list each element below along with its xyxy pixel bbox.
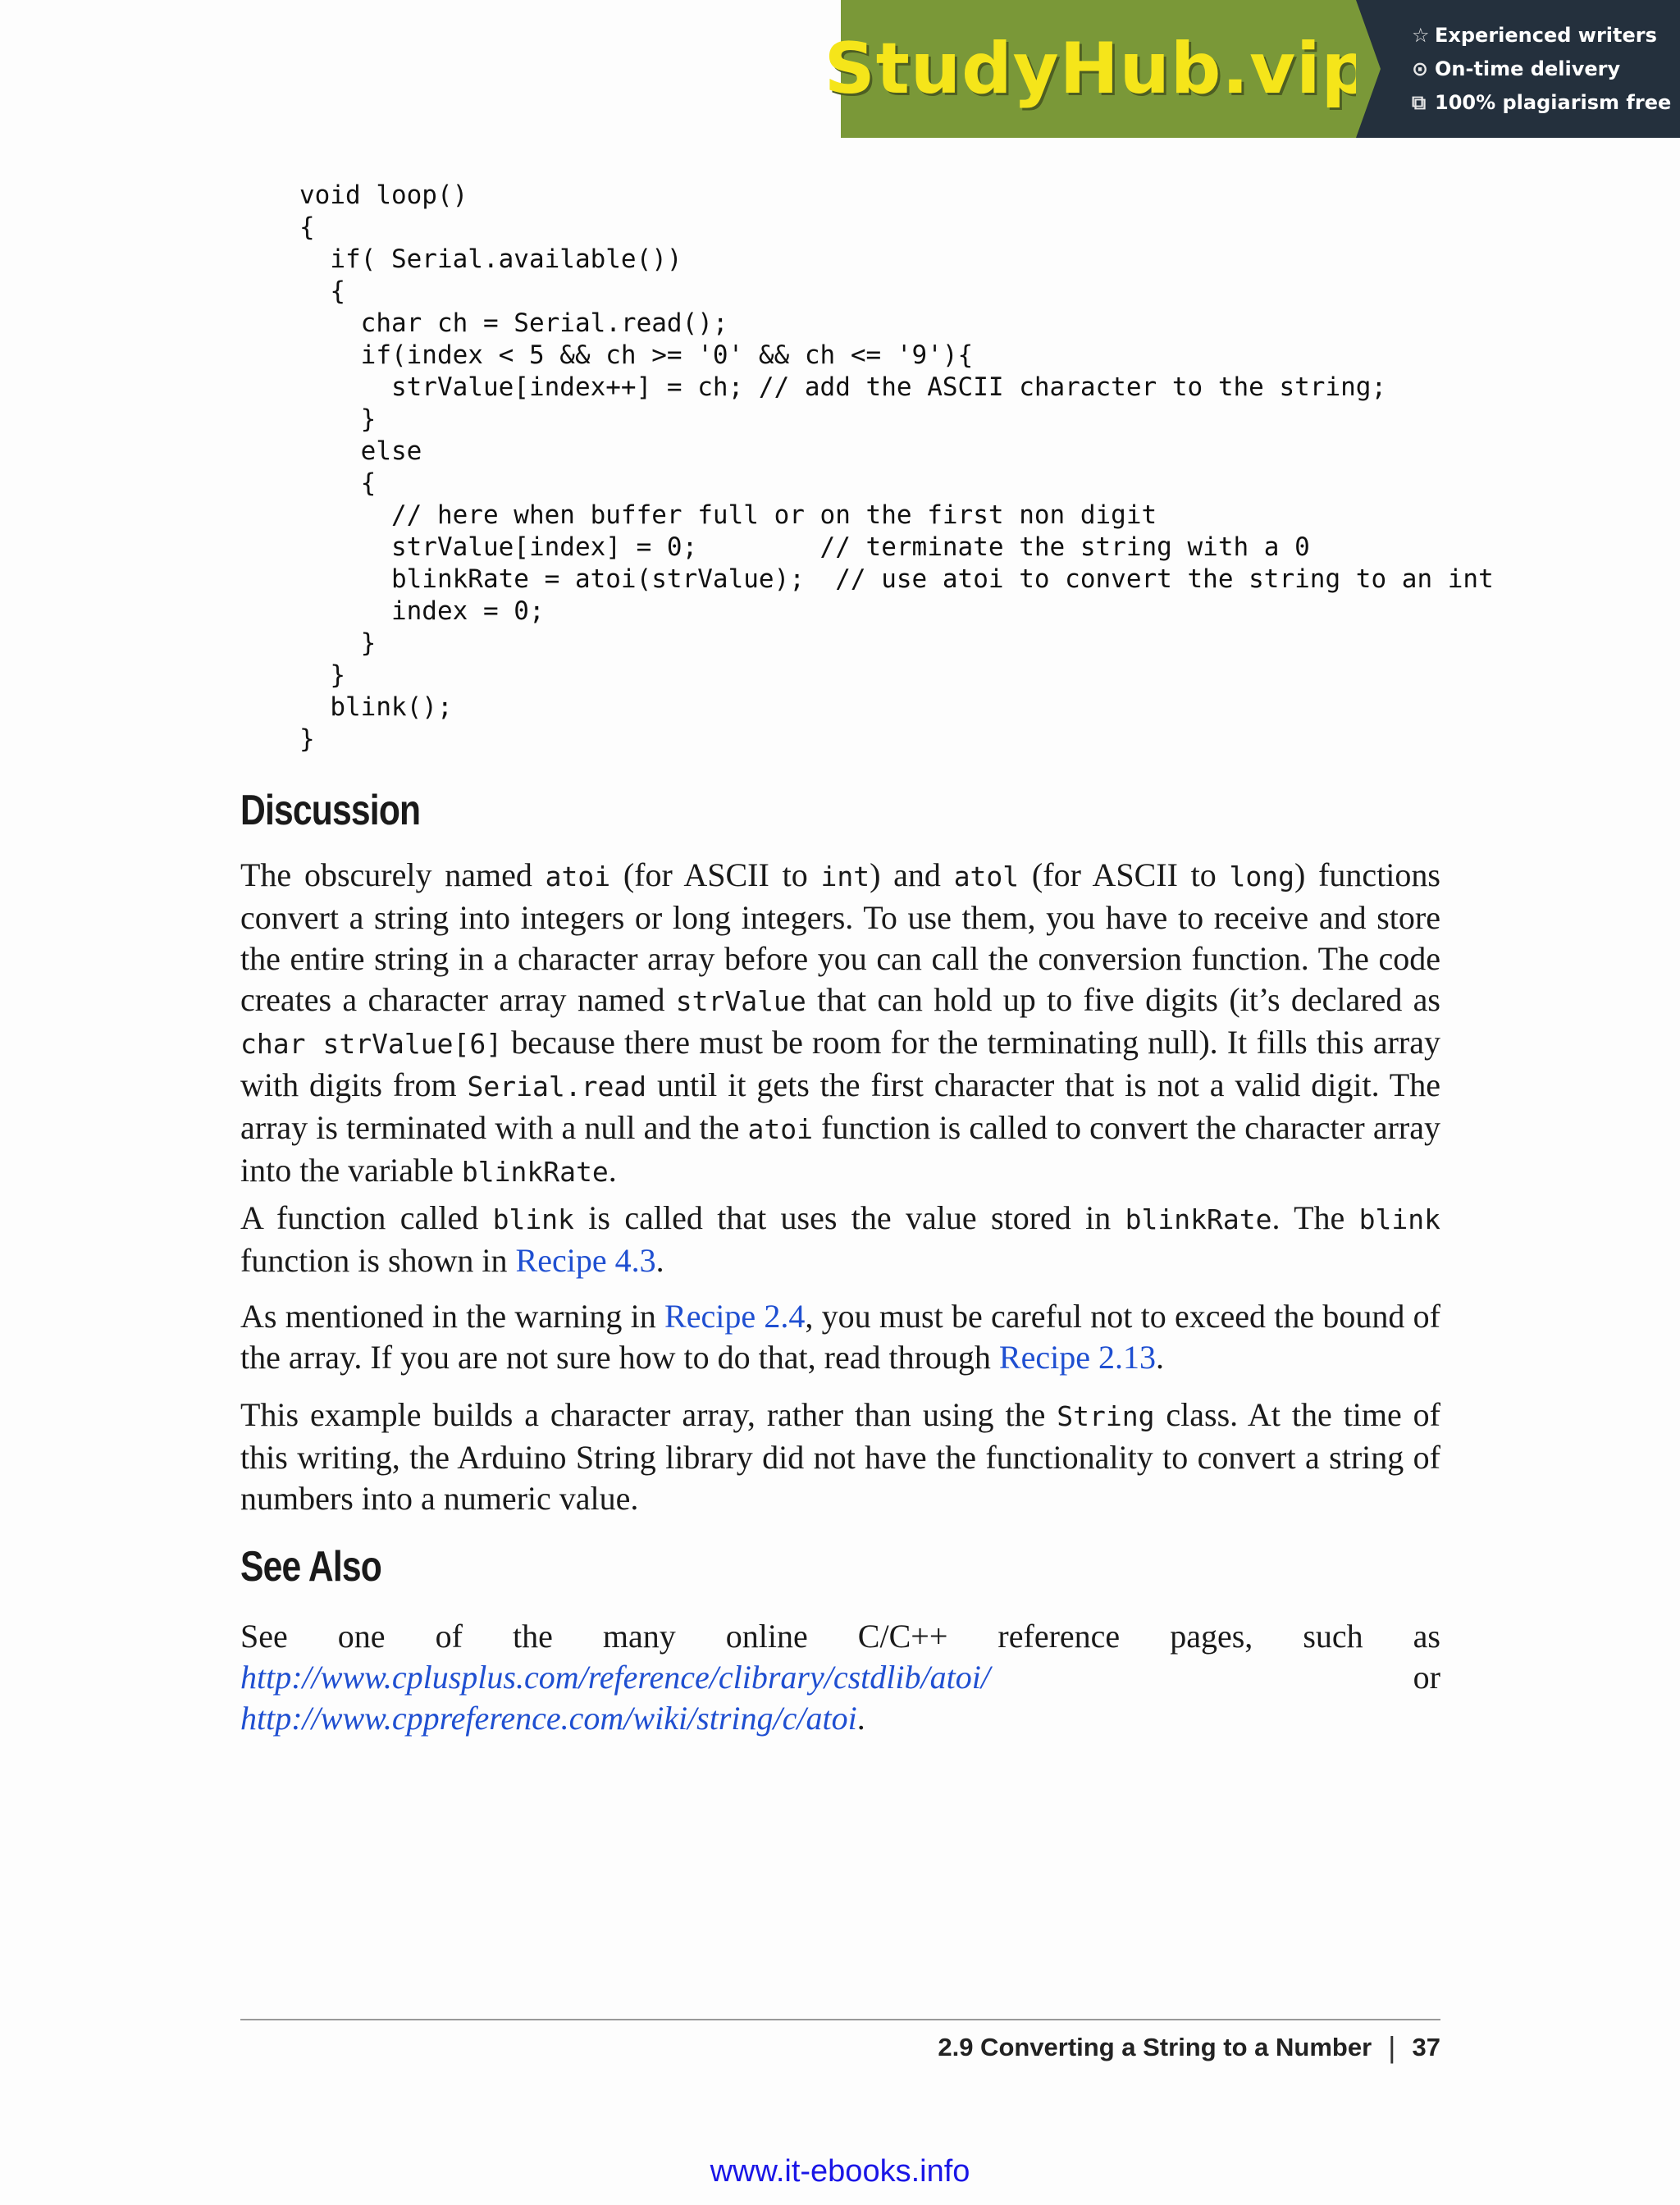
discussion-paragraph-1 (240, 855, 1440, 1193)
text: is called that uses the value stored in (573, 1199, 1125, 1236)
cplusplus-link[interactable]: http://www.cplusplus.com/reference/clibrary/cstdlib/atoi/ (240, 1659, 990, 1696)
text: that can hold up to five digits (it’s declared as (806, 981, 1441, 1018)
text: . (655, 1242, 664, 1279)
promo-banner[interactable] (824, 0, 1680, 138)
text: , you must be careful not to exceed the bound of the array. If you are not sure how to do that, read through (240, 1298, 1440, 1376)
discussion-paragraph-2 (240, 1198, 1440, 1281)
text: This example builds a character array, rather than using the (240, 1396, 1057, 1433)
text: As mentioned in the warning in (240, 1298, 665, 1335)
text: (for ASCII to (1019, 856, 1230, 893)
text: ) and (870, 856, 954, 893)
page-footer (938, 2030, 1440, 2065)
see-also-heading: See Also (240, 1543, 381, 1591)
inline-code: atoi (747, 1113, 813, 1145)
feature-on-time-delivery (1412, 52, 1680, 85)
inline-code: blinkRate (1125, 1203, 1272, 1235)
recipe-2-13-link[interactable]: Recipe 2.13 (998, 1339, 1156, 1376)
text: (for ASCII to (610, 856, 821, 893)
cppreference-link[interactable]: http://www.cppreference.com/wiki/string/c/atoi (240, 1700, 857, 1737)
inline-code: atoi (545, 861, 611, 892)
recipe-4-3-link[interactable]: Recipe 4.3 (515, 1242, 656, 1279)
footer-rule (240, 2019, 1440, 2020)
text: . (856, 1700, 865, 1737)
feature-plagiarism-free (1412, 85, 1680, 119)
inline-code: int (820, 861, 870, 892)
watermark-link[interactable]: www.it-ebooks.info (710, 2154, 970, 2189)
text: See one of the many online C/C++ reference pages, such as (240, 1618, 1440, 1655)
footer-separator: | (1388, 2030, 1396, 2064)
clock-icon: ⊙ (1412, 57, 1429, 80)
inline-code: char strValue[6] (240, 1028, 503, 1060)
page-number: 37 (1412, 2033, 1440, 2061)
inline-code: long (1229, 861, 1295, 892)
feature-label: On-time delivery (1435, 57, 1621, 80)
star-icon: ☆ (1412, 23, 1430, 47)
text: ) functions convert a string into integers or long integers. To use them, you have to receive and store the entire string in a character array before you can call the conversion function. The code creates a character array named (240, 856, 1440, 1018)
inline-code: strValue (675, 985, 806, 1017)
inline-code: String (1057, 1400, 1155, 1432)
inline-code: blinkRate (461, 1156, 609, 1188)
code-listing: void loop() { if( Serial.available()) { char ch = Serial.read(); if(index < 5 && ch >= '0' && ch <= '9'){ strValue[index++] = ch; // add the ASCII character to the string; } else { // here when buffer full or on the first non digit strValue[index] = 0; // terminate the string with a 0 blinkRate = atoi(strValue); // use atoi to convert the string to an int index = 0; } } blink(); } (299, 180, 1494, 754)
text: A function called (240, 1199, 493, 1236)
feature-label: Experienced writers (1435, 23, 1657, 47)
studyhub-logo[interactable] (824, 0, 1373, 138)
banner-features (1356, 0, 1680, 138)
text: The obscurely named (240, 856, 546, 893)
inline-code: blink (492, 1203, 574, 1235)
inline-code: atol (953, 861, 1020, 892)
text: until it gets the first character that is not a valid digit. The array is terminated with a null and the (240, 1066, 1440, 1146)
text: or (989, 1659, 1440, 1696)
discussion-heading: Discussion (240, 787, 421, 834)
text: . (1155, 1339, 1164, 1376)
discussion-paragraph-4 (240, 1395, 1440, 1519)
recipe-2-4-link[interactable]: Recipe 2.4 (664, 1298, 806, 1335)
text: because there must be room for the terminating null). It fills this array with digits from (240, 1024, 1440, 1103)
see-also-paragraph (240, 1616, 1440, 1739)
inline-code: blink (1358, 1203, 1441, 1235)
text: . (608, 1152, 617, 1189)
text: . The (1271, 1199, 1359, 1236)
discussion-paragraph-3 (240, 1296, 1440, 1378)
text: class. At the time of this writing, the Arduino String library did not have the functionality to convert a string of numbers into a numeric value. (240, 1396, 1440, 1517)
text: function is shown in (240, 1242, 516, 1279)
text: function is called to convert the character array into the variable (240, 1109, 1440, 1189)
feature-experienced-writers (1412, 18, 1680, 52)
inline-code: Serial.read (467, 1071, 647, 1102)
copy-icon: ⧉ (1412, 90, 1427, 114)
footer-section-title: 2.9 Converting a String to a Number (938, 2033, 1372, 2061)
feature-label: 100% plagiarism free (1435, 90, 1672, 114)
logo-text: StudyHub.vip (824, 28, 1373, 110)
